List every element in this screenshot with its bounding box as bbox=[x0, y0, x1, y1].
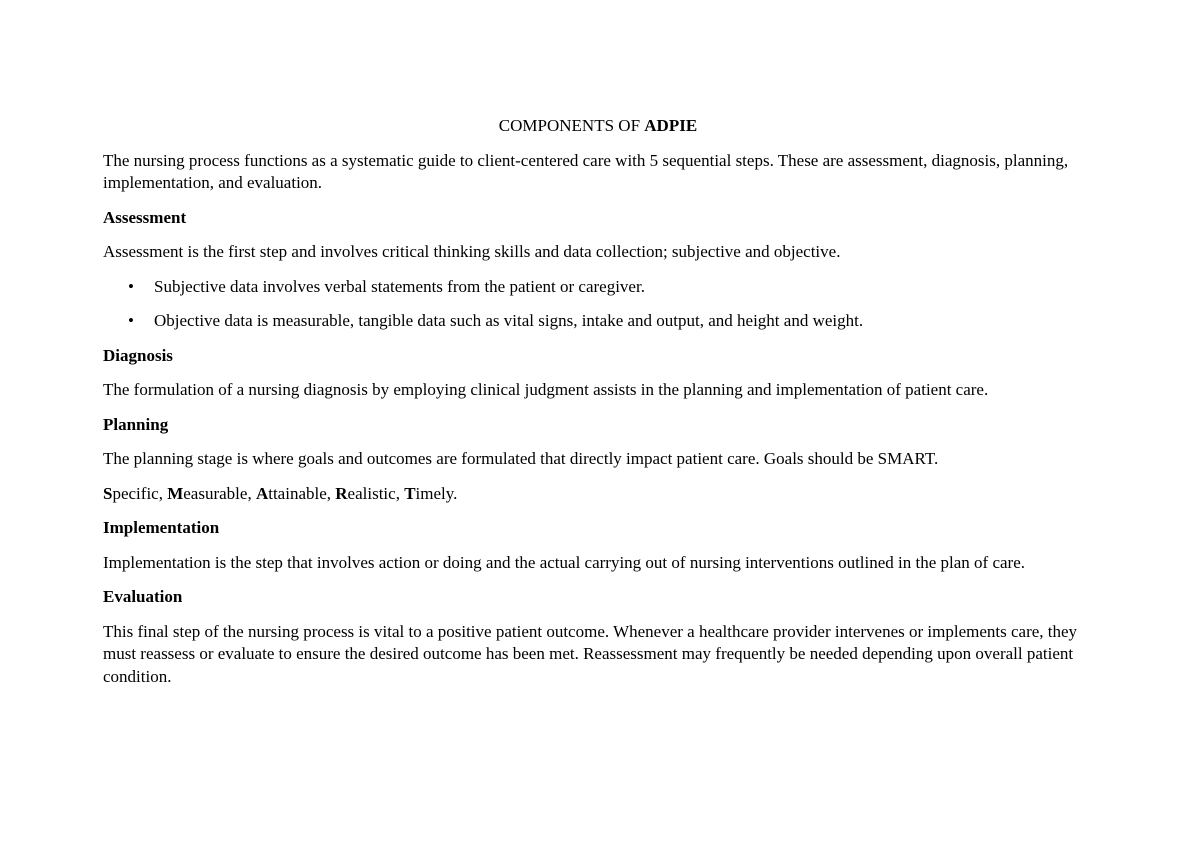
list-item bbox=[103, 276, 1093, 299]
planning-heading: Planning bbox=[103, 414, 169, 434]
diagnosis-heading: Diagnosis bbox=[103, 345, 173, 365]
planning-paragraph: The planning stage is where goals and outcomes are formulated that directly impact patient care. Goals should be SMART. bbox=[103, 449, 939, 468]
list-item-text: Subjective data involves verbal statements from the patient or caregiver. bbox=[154, 276, 645, 296]
diagnosis-paragraph: The formulation of a nursing diagnosis by employing clinical judgment assists in the planning and implementation of patient care. bbox=[103, 380, 989, 399]
smart-acronym-line bbox=[103, 483, 1093, 506]
smart-initial: R bbox=[335, 483, 348, 503]
document-page bbox=[103, 115, 1093, 700]
bullet-icon: • bbox=[128, 276, 134, 296]
title-bold: ADPIE bbox=[644, 116, 698, 135]
smart-initial: M bbox=[167, 483, 184, 503]
smart-rest: easurable, bbox=[183, 483, 256, 503]
smart-rest: ttainable, bbox=[268, 483, 336, 503]
smart-initial: A bbox=[255, 483, 269, 503]
implementation-heading: Implementation bbox=[103, 518, 220, 537]
smart-initial: T bbox=[404, 483, 416, 503]
smart-rest: ealistic, bbox=[347, 483, 405, 503]
list-item bbox=[103, 310, 1093, 333]
smart-rest: imely. bbox=[415, 483, 458, 503]
assessment-paragraph: Assessment is the first step and involves critical thinking skills and data collection; subjective and objective. bbox=[103, 242, 841, 261]
assessment-bullet-list bbox=[103, 276, 1093, 333]
evaluation-heading: Evaluation bbox=[103, 587, 183, 606]
implementation-paragraph: Implementation is the step that involves action or doing and the actual carrying out of nursing interventions outlined in the plan of care. bbox=[103, 552, 1026, 572]
evaluation-paragraph: This final step of the nursing process is vital to a positive patient outcome. Whenever a healthcare provider intervenes or implements care, they must reassess or evaluate to ensure the desired outcome has been met. Reassessment may frequently be needed depending upon overall patient condition. bbox=[103, 621, 1078, 686]
document-title bbox=[103, 115, 1093, 138]
bullet-icon: • bbox=[128, 311, 134, 330]
smart-rest: pecific, bbox=[112, 483, 168, 503]
smart-initial: S bbox=[103, 483, 113, 503]
title-prefix: COMPONENTS OF bbox=[498, 116, 645, 135]
assessment-heading: Assessment bbox=[103, 207, 187, 227]
intro-paragraph: The nursing process functions as a systematic guide to client-centered care with 5 sequential steps. These are assessment, diagnosis, planning, implementation, and evaluation. bbox=[103, 150, 1069, 192]
list-item-text: Objective data is measurable, tangible data such as vital signs, intake and output, and height and weight. bbox=[154, 311, 864, 330]
